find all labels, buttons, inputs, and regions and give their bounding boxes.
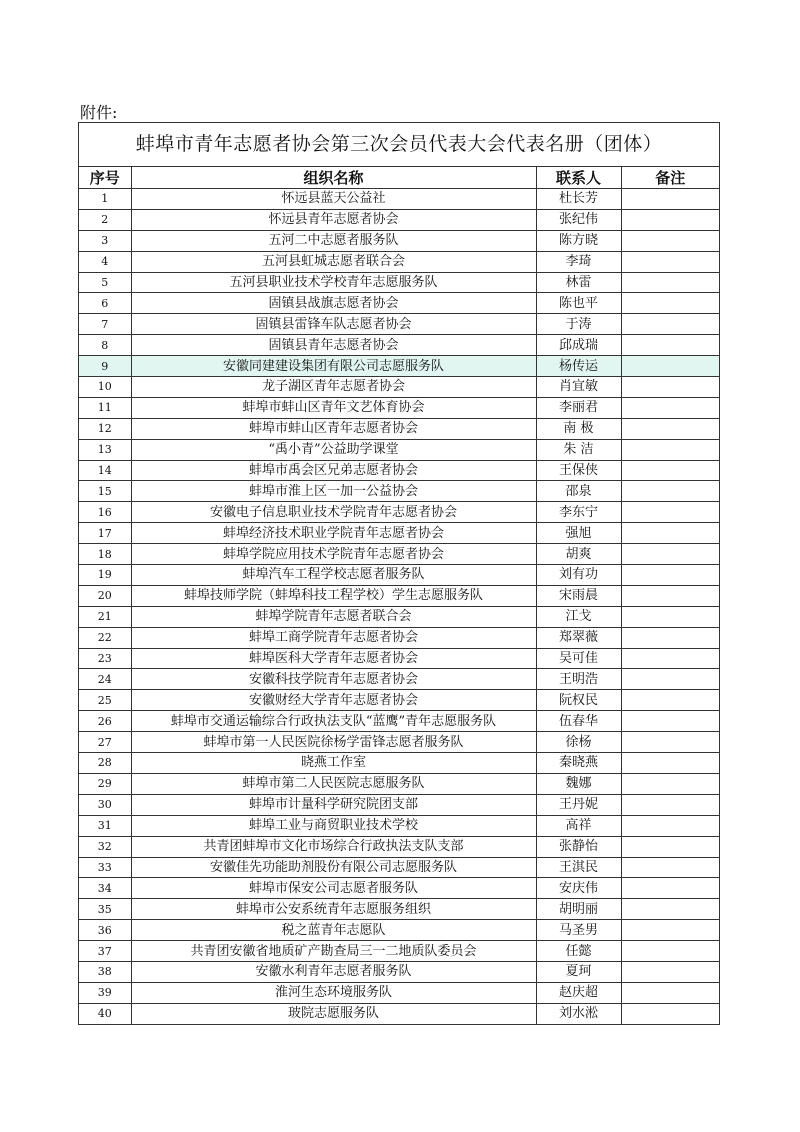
row-contact: 刘水淞 bbox=[536, 1003, 621, 1023]
row-serial: 35 bbox=[79, 899, 131, 920]
row-contact: 陈也平 bbox=[536, 293, 621, 314]
table-row bbox=[79, 293, 719, 314]
row-contact: 南 极 bbox=[536, 418, 621, 439]
table-row bbox=[79, 669, 719, 690]
row-contact: 陈方晓 bbox=[536, 230, 621, 251]
row-serial: 38 bbox=[79, 961, 131, 982]
row-contact: 朱 洁 bbox=[536, 439, 621, 460]
roster-table bbox=[79, 167, 719, 1024]
table-row bbox=[79, 356, 719, 377]
table-row bbox=[79, 209, 719, 230]
row-organization: 淮河生态环境服务队 bbox=[131, 982, 536, 1003]
row-serial: 10 bbox=[79, 377, 131, 398]
row-serial: 16 bbox=[79, 502, 131, 523]
row-serial: 37 bbox=[79, 941, 131, 962]
row-remarks bbox=[621, 189, 719, 210]
row-organization: 蚌埠工业与商贸职业技术学校 bbox=[131, 815, 536, 836]
row-serial: 22 bbox=[79, 627, 131, 648]
row-remarks bbox=[621, 1003, 719, 1023]
row-serial: 15 bbox=[79, 481, 131, 502]
row-remarks bbox=[621, 314, 719, 335]
row-remarks bbox=[621, 397, 719, 418]
row-organization: 五河二中志愿者服务队 bbox=[131, 230, 536, 251]
row-serial: 36 bbox=[79, 920, 131, 941]
table-row bbox=[79, 189, 719, 210]
row-contact: 胡爽 bbox=[536, 544, 621, 565]
row-organization: 蚌埠市计量科学研究院团支部 bbox=[131, 794, 536, 815]
row-remarks bbox=[621, 627, 719, 648]
row-contact: 胡明丽 bbox=[536, 899, 621, 920]
row-organization: 蚌埠市禹会区兄弟志愿者协会 bbox=[131, 460, 536, 481]
row-serial: 20 bbox=[79, 585, 131, 606]
row-remarks bbox=[621, 669, 719, 690]
row-remarks bbox=[621, 941, 719, 962]
table-row bbox=[79, 753, 719, 774]
row-serial: 13 bbox=[79, 439, 131, 460]
row-remarks bbox=[621, 418, 719, 439]
header-row bbox=[79, 167, 719, 189]
row-organization: 蚌埠学院应用技术学院青年志愿者协会 bbox=[131, 544, 536, 565]
row-contact: 徐杨 bbox=[536, 732, 621, 753]
table-row bbox=[79, 460, 719, 481]
row-contact: 李丽君 bbox=[536, 397, 621, 418]
row-contact: 安庆伟 bbox=[536, 878, 621, 899]
row-serial: 1 bbox=[79, 189, 131, 210]
row-serial: 14 bbox=[79, 460, 131, 481]
row-remarks bbox=[621, 690, 719, 711]
row-contact: 秦晓燕 bbox=[536, 753, 621, 774]
table-row bbox=[79, 523, 719, 544]
row-serial: 33 bbox=[79, 857, 131, 878]
row-serial: 3 bbox=[79, 230, 131, 251]
row-organization: 安徽同建建设集团有限公司志愿服务队 bbox=[131, 356, 536, 377]
row-contact: 张纪伟 bbox=[536, 209, 621, 230]
row-serial: 7 bbox=[79, 314, 131, 335]
row-contact: 肖宜敏 bbox=[536, 377, 621, 398]
table-row bbox=[79, 899, 719, 920]
table-row bbox=[79, 982, 719, 1003]
row-contact: 夏珂 bbox=[536, 961, 621, 982]
table-row bbox=[79, 690, 719, 711]
document-title: 蚌埠市青年志愿者协会第三次会员代表大会代表名册（团体） bbox=[79, 123, 719, 167]
row-remarks bbox=[621, 460, 719, 481]
row-remarks bbox=[621, 523, 719, 544]
table-row bbox=[79, 857, 719, 878]
row-organization: 怀远县蓝天公益社 bbox=[131, 189, 536, 210]
row-remarks bbox=[621, 753, 719, 774]
row-contact: 阮权民 bbox=[536, 690, 621, 711]
row-remarks bbox=[621, 230, 719, 251]
row-remarks bbox=[621, 961, 719, 982]
header-organization: 组织名称 bbox=[131, 167, 536, 189]
row-organization: 蚌埠市公安系统青年志愿服务组织 bbox=[131, 899, 536, 920]
row-serial: 18 bbox=[79, 544, 131, 565]
table-body bbox=[79, 189, 719, 1024]
row-organization: 蚌埠市第一人民医院徐杨学雷锋志愿者服务队 bbox=[131, 732, 536, 753]
row-remarks bbox=[621, 335, 719, 356]
row-serial: 11 bbox=[79, 397, 131, 418]
row-organization: 固镇县青年志愿者协会 bbox=[131, 335, 536, 356]
row-serial: 5 bbox=[79, 272, 131, 293]
row-contact: 高祥 bbox=[536, 815, 621, 836]
row-organization: 五河县职业技术学校青年志愿服务队 bbox=[131, 272, 536, 293]
table-row bbox=[79, 272, 719, 293]
row-organization: 蚌埠市交通运输综合行政执法支队“蓝鹰”青年志愿服务队 bbox=[131, 711, 536, 732]
table-row bbox=[79, 1003, 719, 1023]
row-contact: 马圣男 bbox=[536, 920, 621, 941]
row-organization: 蚌埠经济技术职业学院青年志愿者协会 bbox=[131, 523, 536, 544]
row-contact: 江戈 bbox=[536, 606, 621, 627]
row-serial: 21 bbox=[79, 606, 131, 627]
row-organization: 安徽科技学院青年志愿者协会 bbox=[131, 669, 536, 690]
row-serial: 12 bbox=[79, 418, 131, 439]
row-serial: 39 bbox=[79, 982, 131, 1003]
row-serial: 23 bbox=[79, 648, 131, 669]
row-remarks bbox=[621, 836, 719, 857]
row-serial: 34 bbox=[79, 878, 131, 899]
table-row bbox=[79, 773, 719, 794]
row-organization: 固镇县战旗志愿者协会 bbox=[131, 293, 536, 314]
row-serial: 30 bbox=[79, 794, 131, 815]
row-organization: 五河县虹城志愿者联合会 bbox=[131, 251, 536, 272]
row-organization: 蚌埠汽车工程学校志愿者服务队 bbox=[131, 565, 536, 586]
table-row bbox=[79, 920, 719, 941]
row-remarks bbox=[621, 377, 719, 398]
row-serial: 40 bbox=[79, 1003, 131, 1023]
table-row bbox=[79, 815, 719, 836]
row-remarks bbox=[621, 356, 719, 377]
row-remarks bbox=[621, 544, 719, 565]
table-row bbox=[79, 836, 719, 857]
row-organization: 安徽电子信息职业技术学院青年志愿者协会 bbox=[131, 502, 536, 523]
row-contact: 王明浩 bbox=[536, 669, 621, 690]
row-remarks bbox=[621, 878, 719, 899]
row-serial: 19 bbox=[79, 565, 131, 586]
row-contact: 伍春华 bbox=[536, 711, 621, 732]
row-serial: 17 bbox=[79, 523, 131, 544]
row-contact: 邱成瑞 bbox=[536, 335, 621, 356]
table-row bbox=[79, 230, 719, 251]
row-serial: 25 bbox=[79, 690, 131, 711]
row-remarks bbox=[621, 439, 719, 460]
table-row bbox=[79, 585, 719, 606]
row-contact: 王丹妮 bbox=[536, 794, 621, 815]
row-remarks bbox=[621, 272, 719, 293]
table-row bbox=[79, 377, 719, 398]
row-organization: 共青团安徽省地质矿产勘查局三一二地质队委员会 bbox=[131, 941, 536, 962]
row-serial: 9 bbox=[79, 356, 131, 377]
row-contact: 林雷 bbox=[536, 272, 621, 293]
row-contact: 李琦 bbox=[536, 251, 621, 272]
row-remarks bbox=[621, 502, 719, 523]
row-remarks bbox=[621, 899, 719, 920]
row-remarks bbox=[621, 920, 719, 941]
row-organization: 蚌埠医科大学青年志愿者协会 bbox=[131, 648, 536, 669]
roster-sheet bbox=[78, 122, 720, 1025]
row-organization: 蚌埠市蚌山区青年志愿者协会 bbox=[131, 418, 536, 439]
row-contact: 任懿 bbox=[536, 941, 621, 962]
row-contact: 杨传运 bbox=[536, 356, 621, 377]
row-serial: 29 bbox=[79, 773, 131, 794]
table-row bbox=[79, 439, 719, 460]
row-remarks bbox=[621, 585, 719, 606]
table-row bbox=[79, 794, 719, 815]
table-row bbox=[79, 627, 719, 648]
row-organization: 安徽佳先功能助剂股份有限公司志愿服务队 bbox=[131, 857, 536, 878]
row-organization: 龙子湖区青年志愿者协会 bbox=[131, 377, 536, 398]
row-contact: 于涛 bbox=[536, 314, 621, 335]
row-organization: 玻院志愿服务队 bbox=[131, 1003, 536, 1023]
row-organization: 安徽财经大学青年志愿者协会 bbox=[131, 690, 536, 711]
table-row bbox=[79, 606, 719, 627]
row-organization: 蚌埠技师学院（蚌埠科技工程学校）学生志愿服务队 bbox=[131, 585, 536, 606]
table-row bbox=[79, 481, 719, 502]
row-serial: 28 bbox=[79, 753, 131, 774]
table-row bbox=[79, 251, 719, 272]
table-row bbox=[79, 648, 719, 669]
row-serial: 2 bbox=[79, 209, 131, 230]
row-serial: 27 bbox=[79, 732, 131, 753]
row-organization: 蚌埠学院青年志愿者联合会 bbox=[131, 606, 536, 627]
row-organization: 晓燕工作室 bbox=[131, 753, 536, 774]
row-contact: 邵泉 bbox=[536, 481, 621, 502]
row-remarks bbox=[621, 815, 719, 836]
table-row bbox=[79, 732, 719, 753]
row-remarks bbox=[621, 732, 719, 753]
row-remarks bbox=[621, 711, 719, 732]
row-remarks bbox=[621, 481, 719, 502]
row-serial: 24 bbox=[79, 669, 131, 690]
row-organization: 蚌埠市保安公司志愿者服务队 bbox=[131, 878, 536, 899]
row-remarks bbox=[621, 251, 719, 272]
row-contact: 魏娜 bbox=[536, 773, 621, 794]
table-row bbox=[79, 418, 719, 439]
row-serial: 4 bbox=[79, 251, 131, 272]
row-remarks bbox=[621, 648, 719, 669]
row-serial: 6 bbox=[79, 293, 131, 314]
row-remarks bbox=[621, 857, 719, 878]
row-contact: 王淇民 bbox=[536, 857, 621, 878]
row-contact: 王保侠 bbox=[536, 460, 621, 481]
row-remarks bbox=[621, 565, 719, 586]
table-row bbox=[79, 397, 719, 418]
row-contact: 郑翠薇 bbox=[536, 627, 621, 648]
row-serial: 31 bbox=[79, 815, 131, 836]
row-organization: 怀远县青年志愿者协会 bbox=[131, 209, 536, 230]
table-row bbox=[79, 878, 719, 899]
row-contact: 宋雨晨 bbox=[536, 585, 621, 606]
table-row bbox=[79, 711, 719, 732]
row-organization: 共青团蚌埠市文化市场综合行政执法支队支部 bbox=[131, 836, 536, 857]
row-remarks bbox=[621, 773, 719, 794]
table-row bbox=[79, 502, 719, 523]
row-remarks bbox=[621, 982, 719, 1003]
row-contact: 赵庆超 bbox=[536, 982, 621, 1003]
row-contact: 李东宁 bbox=[536, 502, 621, 523]
row-organization: 蚌埠市蚌山区青年文艺体育协会 bbox=[131, 397, 536, 418]
table-row bbox=[79, 314, 719, 335]
table-row bbox=[79, 544, 719, 565]
table-row bbox=[79, 961, 719, 982]
row-organization: “禹小青”公益助学课堂 bbox=[131, 439, 536, 460]
header-contact: 联系人 bbox=[536, 167, 621, 189]
row-organization: 蚌埠工商学院青年志愿者协会 bbox=[131, 627, 536, 648]
attachment-label: 附件: bbox=[80, 103, 118, 122]
row-serial: 8 bbox=[79, 335, 131, 356]
row-organization: 安徽水利青年志愿者服务队 bbox=[131, 961, 536, 982]
header-serial: 序号 bbox=[79, 167, 131, 189]
row-remarks bbox=[621, 209, 719, 230]
row-organization: 蚌埠市淮上区一加一公益协会 bbox=[131, 481, 536, 502]
row-contact: 吴可佳 bbox=[536, 648, 621, 669]
row-serial: 32 bbox=[79, 836, 131, 857]
row-contact: 杜长芳 bbox=[536, 189, 621, 210]
row-organization: 固镇县雷锋车队志愿者协会 bbox=[131, 314, 536, 335]
table-row bbox=[79, 335, 719, 356]
row-remarks bbox=[621, 293, 719, 314]
row-remarks bbox=[621, 794, 719, 815]
header-remarks: 备注 bbox=[621, 167, 719, 189]
row-contact: 强旭 bbox=[536, 523, 621, 544]
table-row bbox=[79, 941, 719, 962]
row-remarks bbox=[621, 606, 719, 627]
row-organization: 税之蓝青年志愿队 bbox=[131, 920, 536, 941]
row-serial: 26 bbox=[79, 711, 131, 732]
row-contact: 张静怡 bbox=[536, 836, 621, 857]
row-organization: 蚌埠市第二人民医院志愿服务队 bbox=[131, 773, 536, 794]
table-row bbox=[79, 565, 719, 586]
row-contact: 刘有功 bbox=[536, 565, 621, 586]
